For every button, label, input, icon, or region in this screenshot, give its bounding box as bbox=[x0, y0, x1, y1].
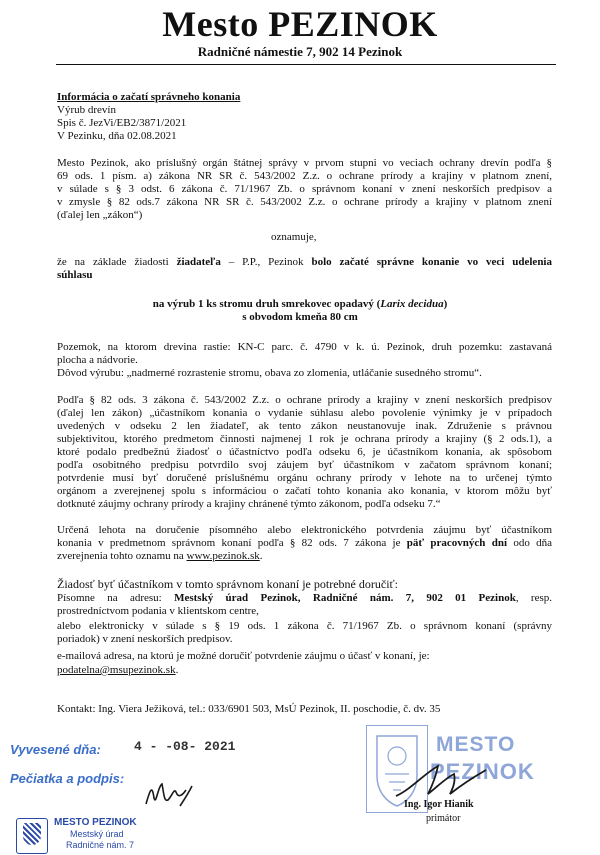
posted-signature bbox=[140, 776, 200, 812]
info-subject: Výrub drevín bbox=[57, 104, 116, 116]
felling-text: na výrub 1 ks stromu druh smrekovec opadavý ( bbox=[152, 298, 381, 310]
contact-line: Kontakt: Ing. Viera Ježiková, tel.: 033/6901 503, MsÚ Pezinok, II. poschodie, č. dv. 35 bbox=[57, 703, 441, 715]
announce-word: oznamuje, bbox=[271, 231, 317, 243]
legal-line-6: podľa osobitného predpisu potvrdilo svoj záujem byť účastníkom v začatom správnom konaní; bbox=[57, 459, 552, 471]
place-date: V Pezinku, dňa 02.08.2021 bbox=[57, 130, 177, 142]
intro-line-5: (ďalej len „zákon“) bbox=[57, 209, 143, 221]
deadline-line-3 bbox=[57, 550, 262, 563]
delivery-heading: Žiadosť byť účastníkom v tomto správnom konaní je potrebné doručiť: bbox=[57, 577, 398, 591]
email-tail: . bbox=[175, 664, 179, 676]
applicant-line-2: súhlasu bbox=[57, 269, 93, 281]
delivery-email-line bbox=[57, 664, 178, 677]
office-stamp-line-3: Radničné nám. 7 bbox=[66, 840, 135, 850]
legal-line-8: orgánom a zverejnenej spolu s informáciou o začatí tohto konania ako konania, v ktorom môžu byť bbox=[57, 485, 552, 497]
intro-line-3: v súlade s § 3 odst. 6 zákona č. 71/1967 Zb. o správnom konaní v znení neskorších predpisov a bbox=[57, 183, 552, 195]
delivery-line-4: alebo elektronicky v súlade s § 19 ods. 1 zákona č. 71/1967 Zb. o správnom konaní (správny bbox=[57, 620, 552, 632]
deadline-text: konania v predmetnom správnom konaní podľa § 82 ods. 7 zákona je bbox=[57, 537, 407, 549]
stamp-label: Pečiatka a podpis: bbox=[10, 771, 125, 786]
legal-line-2: (ďalej len zákon) „účastníkom konania o vydanie súhlasu alebo povolenie výnimky je v prípadoch bbox=[57, 407, 552, 419]
city-stamp-line-1: MESTO bbox=[436, 733, 516, 756]
posted-label: Vyvesené dňa: bbox=[10, 742, 101, 757]
proceeding-started: bolo začaté správne konanie vo veci udelenia bbox=[311, 256, 552, 268]
land-line-1: Pozemok, na ktorom drevina rastie: KN-C parc. č. 4790 v k. ú. Pezinok, druh pozemku: zastavaná bbox=[57, 341, 552, 353]
latin-name: Larix decidua bbox=[380, 298, 444, 310]
mayor-signature bbox=[390, 760, 500, 802]
applicant-line bbox=[57, 256, 552, 269]
legal-line-3: uvedených v odseku 2 len žiadateľ, ak tento zákon neustanovuje inak. Združenie s právnou bbox=[57, 420, 552, 432]
trunk-circumference: s obvodom kmeňa 80 cm bbox=[242, 311, 358, 323]
legal-line-5: ktoré podalo predbežnú žiadosť o účastníctvo podľa odseku 6, je účastníkom konania, ak spôsobom bbox=[57, 446, 552, 458]
legal-line-7: potvrdenie musí byť doručené príslušnému orgánu ochrany prírody v lehote na to určenej týmto bbox=[57, 472, 552, 484]
document-title: Mesto PEZINOK bbox=[162, 4, 438, 44]
deadline-line-2 bbox=[57, 537, 552, 550]
felling-reason: Dôvod výrubu: „nadmerné rozrastenie stromu, obava zo zlomenia, utláčanie susedného stromu“. bbox=[57, 367, 482, 379]
intro-line-4: v zmysle § 82 ods.7 zákona NR SR č. 543/2002 Z.z. o ochrane prírody a krajiny v platnom znení bbox=[57, 196, 552, 208]
intro-line-1: Mesto Pezinok, ako príslušný orgán štátnej správy v prvom stupni vo veciach ochrany drevín podľa § bbox=[57, 157, 552, 169]
city-stamp-line-2: PEZINOK bbox=[430, 759, 535, 784]
info-heading: Informácia o začatí správneho konania bbox=[57, 91, 241, 103]
file-number: Spis č. JezVi/EB2/3871/2021 bbox=[57, 117, 187, 129]
legal-line-9: dotknuté záujmy ochrany prírody a krajiny chránené týmto zákonom, podľa odseku 7.“ bbox=[57, 498, 441, 510]
deadline-tail: odo dňa bbox=[507, 537, 552, 549]
delivery-email-intro: e-mailová adresa, na ktorú je možné doručiť potvrdenie záujmu o účasť v konaní, je: bbox=[57, 650, 430, 662]
delivery-address-line bbox=[57, 592, 552, 605]
delivery-address: Mestský úrad Pezinok, Radničné nám. 7, 902 01 Pezinok bbox=[174, 592, 516, 604]
legal-line-4: subjektivitou, ktorého predmetom činnosti najmenej 1 rok je ochrana prírody a krajiny (§ 2 ods.1), a bbox=[57, 433, 552, 445]
signature-initials bbox=[162, 786, 164, 787]
website-link[interactable]: www.pezinok.sk bbox=[186, 550, 260, 562]
header-rule bbox=[56, 64, 556, 65]
felling-close: ) bbox=[443, 298, 448, 310]
signer-name: Ing. Igor Hianik bbox=[404, 799, 474, 810]
delivery-line-3: prostredníctvom podania v klientskom centre, bbox=[57, 605, 259, 617]
applicant-name: – P.P., Pezinok bbox=[220, 256, 312, 268]
felling-subject bbox=[0, 298, 600, 311]
signer-role: primátor bbox=[426, 813, 461, 824]
delivery-address-tail: , resp. bbox=[515, 592, 552, 604]
deadline-days: päť pracovných dní bbox=[406, 537, 508, 549]
delivery-address-label: Písomne na adresu: bbox=[57, 592, 175, 604]
applicant-label: žiadateľa bbox=[176, 256, 221, 268]
intro-line-2: 69 ods. 1 písm. a) zákona NR SR č. 543/2002 Z.z. o ochrane prírody a krajiny v platnom znení, bbox=[57, 170, 552, 182]
city-address: Radničné námestie 7, 902 14 Pezinok bbox=[197, 44, 403, 59]
posted-date: 4 - -08- 2021 bbox=[134, 739, 236, 754]
crest-icon bbox=[16, 818, 48, 854]
delivery-line-5: poriadok) v znení neskorších predpisov. bbox=[57, 633, 233, 645]
deadline-line-1: Určená lehota na doručenie písomného alebo elektronického potvrdenia záujmu byť účastníkom bbox=[57, 524, 552, 536]
office-stamp-line-2: Mestský úrad bbox=[70, 829, 124, 839]
land-line-2: plocha a nádvorie. bbox=[57, 354, 138, 366]
office-stamp bbox=[10, 815, 155, 855]
applicant-prefix: že na základe žiadosti bbox=[57, 256, 177, 268]
office-stamp-line-1: MESTO PEZINOK bbox=[54, 817, 137, 828]
legal-line-1: Podľa § 82 ods. 3 zákona č. 543/2002 Z.z. o ochrane prírody a krajiny v znení neskorších predpisov bbox=[57, 394, 552, 406]
publication-tail: . bbox=[259, 550, 263, 562]
publication-text: zverejnenia tohto oznamu na bbox=[57, 550, 187, 562]
email-link[interactable]: podatelna@msupezinok.sk bbox=[57, 664, 176, 676]
